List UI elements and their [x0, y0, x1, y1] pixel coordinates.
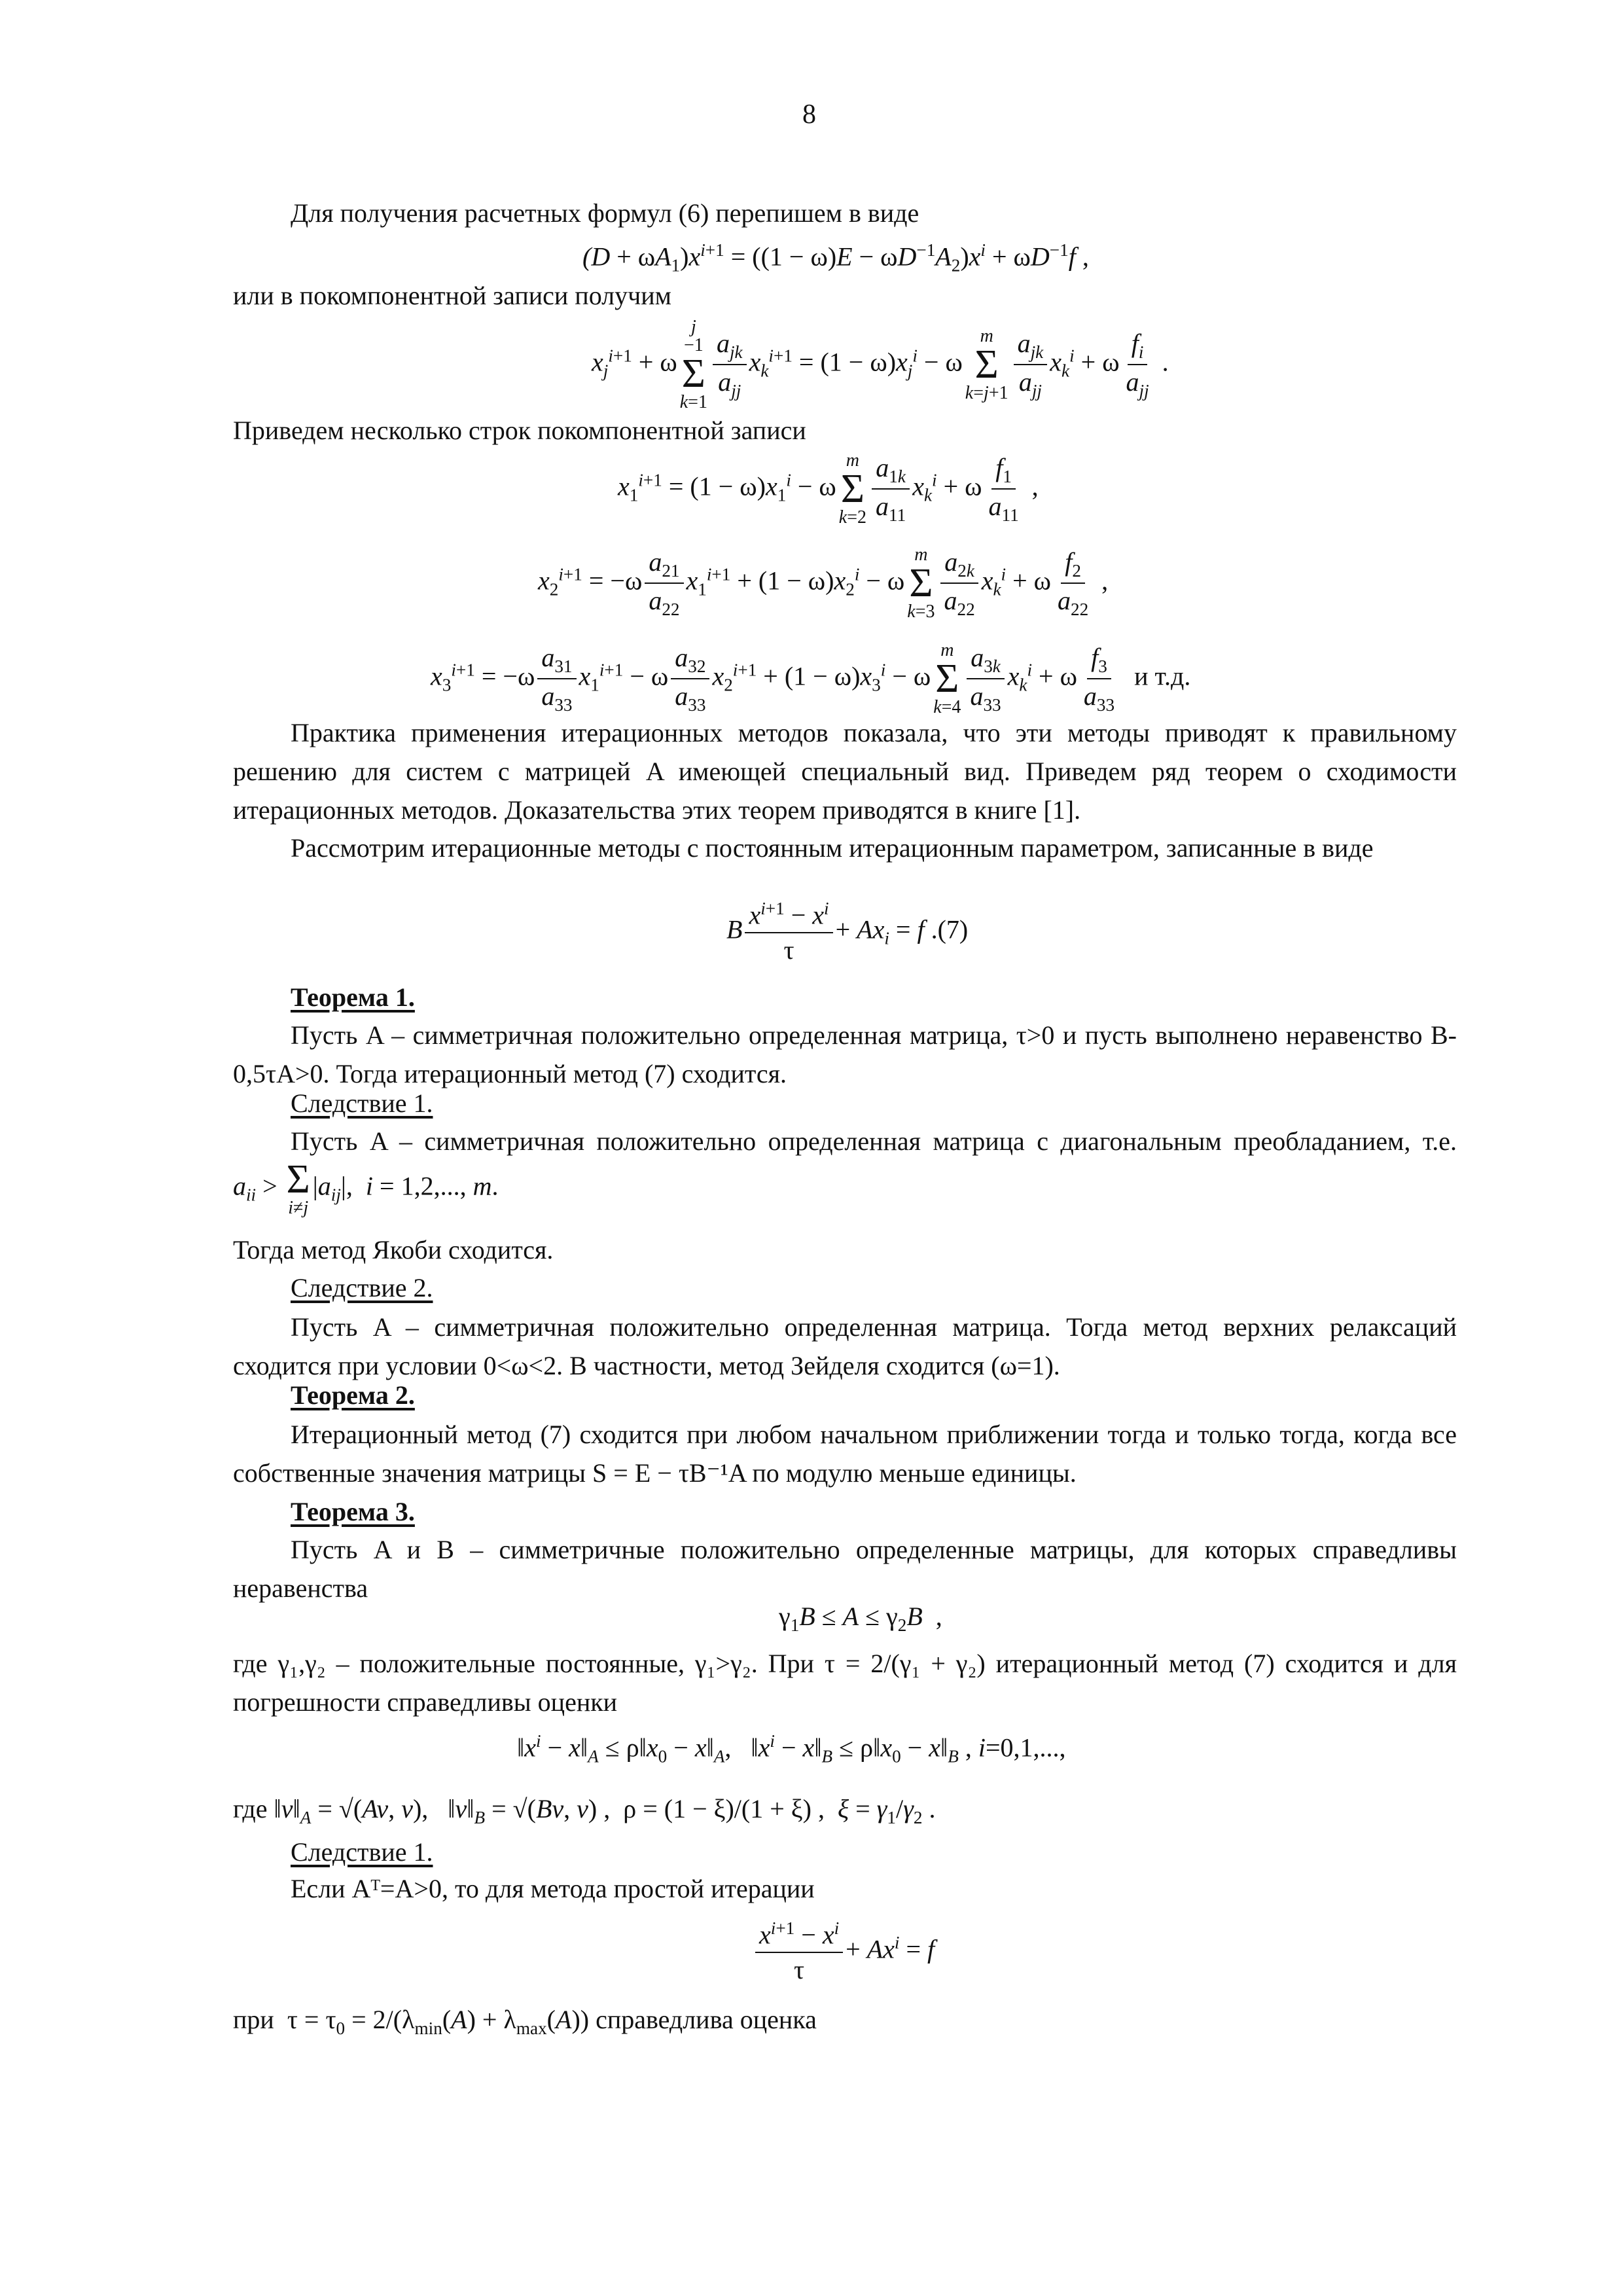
- theorem-3-norms: где $‖v‖_A = √(Av$, v), $‖v‖_B = √(Bv$, v) , ρ = (1 − ξ)/(1 + ξ) , $\xi = \gamma_1/\gamma_2$ .: [233, 1794, 936, 1827]
- simple-iteration-formula: $\frac{x^{i+1} - x^i}{\tau}$ + $Ax^i = f$: [753, 1918, 935, 1986]
- corollary-1-conclusion: Тогда метод Якоби сходится.: [233, 1235, 554, 1265]
- theorem-1-text: Пусть A – симметричная положительно определенная матрица, τ>0 и пусть выполнено неравенство B-0,5τA>0. Тогда итерационный метод (7) сходится.: [233, 1020, 1457, 1088]
- page-number: 8: [802, 99, 816, 130]
- rows-intro: Приведем несколько строк покомпонентной записи: [233, 416, 806, 445]
- corollary-3-last: при $\tau = \tau_0 = 2/(\lambda_{min}(A) + \lambda_{max}(A))$ справедлива оценка: [233, 2005, 817, 2038]
- intro-line-2: или в покомпонентной записи получим: [233, 281, 671, 310]
- etc-label: и т.д.: [1134, 661, 1191, 691]
- theorem-3-text: Пусть A и B – симметричные положительно определенные матрицы, для которых справедливы неравенства: [233, 1535, 1457, 1603]
- diagonal-dominance-condition: $a_{ii}$ > Σ i≠j $|a_{ij}|$, i = 1,2,..., m.: [233, 1157, 499, 1218]
- corollary-3-title: Следствие 1.: [291, 1837, 433, 1867]
- theorem-3-estimates: $‖x^i$ − $x‖_A$ ≤ $\rho‖x_0$ − $x‖_A$, $‖x^i$ − $x‖_B$ ≤ $\rho‖x_0$ − $x‖_B$ , i=0,1,...,: [517, 1731, 1066, 1767]
- paragraph-practice: Практика применения итерационных методов показала, что эти методы приводят к правильному решению для систем с матрицей A имеющей специальный вид. Приведем ряд теорем о сходимости итерационных методов. Доказательства этих теорем приводятся в книге [1].: [233, 718, 1457, 825]
- corollary-1-text: Пусть A – симметричная положительно определенная матрица с диагональным преобладанием, т.е. $a_{ii}$ > Σ i≠j $|a_{ij}|$, i = 1,2,..., m.: [233, 1126, 1457, 1218]
- theorem-3-where: где γ₁,γ₂ – положительные постоянные, γ₁>γ₂. При τ = 2/(γ₁ + γ₂) итерационный метод (7) сходится и для погрешности справедливы оценки: [233, 1649, 1457, 1717]
- formula-7: B $\frac{x^{i+1} - x^i}{\tau}$ + $Ax_i = f$ .(7): [726, 899, 969, 965]
- formula-row-1: $x_1^{i+1} = (1 - \omega)x_1^i - \omega$ m Σ k=2 $\frac{a_{1k}}{a_{11}}$ $x_k^i + \omega$ $\frac{f_1}{a_{11}}$ ,: [618, 450, 1039, 528]
- theorem-2-text: Итерационный метод (7) сходится при любом начальном приближении тогда и только тогда, когда все собственные значения матрицы S = E − τB⁻¹A по модулю меньше единицы.: [233, 1420, 1457, 1488]
- corollary-1-title: Следствие 1.: [291, 1088, 433, 1118]
- corollary-2-text: Пусть A – симметричная положительно определенная матрица. Тогда метод верхних релаксаций сходится при условии 0<ω<2. В частности, метод Зейделя сходится (ω=1).: [233, 1312, 1457, 1380]
- formula-row-3: $x_3^{i+1} = -\omega$ $\frac{a_{31}}{a_{33}}$ $x_1^{i+1} - \omega$ $\frac{a_{32}}{a_{33}}$ $x_2^{i+1} + (1 - \omega)x_3^i - \omega$ m Σ k=4 $\frac{a_{3k}}{a_{33}}$ $x_k^i + \omega$ $\frac{f_3}{a_{33}}$ и т.д.: [431, 640, 1191, 717]
- theorem-3-title: Теорема 3.: [291, 1497, 415, 1526]
- formula-matrix-form: $(D + \omega A_1)x^{i+1} = ((1 - \omega)E - \omega D^{-1}A_2)x^i + \omega D^{-1}f$ ,: [582, 240, 1089, 276]
- theorem-2-title: Теорема 2.: [291, 1380, 415, 1410]
- theorem-3-inequality: $\gamma_1B \le A \le \gamma_2B$ ,: [779, 1602, 942, 1635]
- intro-line-1: Для получения расчетных формул (6) перепишем в виде: [291, 198, 919, 228]
- corollary-3-text: Если Aᵀ=A>0, то для метода простой итерации: [291, 1874, 815, 1903]
- formula-row-2: $x_2^{i+1} = -\omega$ $\frac{a_{21}}{a_{22}}$ $x_1^{i+1} + (1 - \omega)x_2^i - \omega$ m Σ k=3 $\frac{a_{2k}}{a_{22}}$ $x_k^i + \omega$ $\frac{f_2}{a_{22}}$ ,: [538, 545, 1109, 622]
- formula-component-form: $x_j^{i+1} + \omega$ j −1 Σ k=1 $\frac{a_{jk}}{a_{jj}}$ $x_k^{i+1} = (1 - \omega)x_j^i - \omega$ m Σ k=j+1 $\frac{a_{jk}}{a_{jj}}$ $x_k^i + \omega$ $\frac{f_i}{a_{jj}}$ .: [592, 317, 1169, 412]
- paragraph-consider: Рассмотрим итерационные методы с постоянным итерационным параметром, записанные в виде: [291, 833, 1374, 863]
- corollary-2-title: Следствие 2.: [291, 1273, 433, 1302]
- theorem-1-title: Теорема 1.: [291, 982, 415, 1012]
